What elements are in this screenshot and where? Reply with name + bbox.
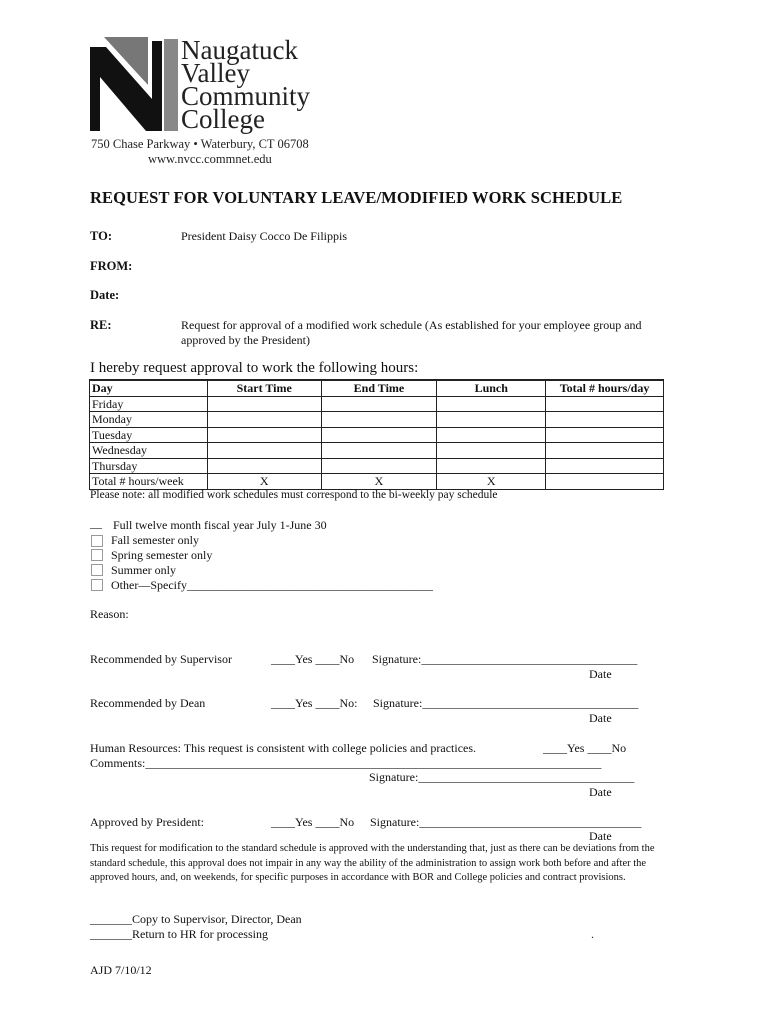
- total-hours-cell[interactable]: [546, 443, 664, 459]
- column-header-start-time: Start Time: [207, 380, 321, 396]
- college-website: www.nvcc.commnet.edu: [148, 152, 272, 166]
- option-full-year-label: Full twelve month fiscal year July 1-June 30: [113, 518, 327, 532]
- day-cell: Wednesday: [90, 443, 208, 459]
- start-time-cell[interactable]: [207, 412, 321, 428]
- table-row: [90, 412, 664, 428]
- option-spring-label: Spring semester only: [111, 548, 213, 562]
- option-summer-label: Summer only: [111, 563, 176, 577]
- end-time-cell[interactable]: [321, 443, 437, 459]
- end-time-cell[interactable]: [321, 458, 437, 474]
- hr-label: Human Resources: This request is consistent with college policies and practices.: [90, 741, 477, 755]
- supervisor-yes-no[interactable]: ____Yes ____No: [271, 652, 355, 666]
- start-time-cell[interactable]: [207, 396, 321, 412]
- total-hours-cell[interactable]: [546, 458, 664, 474]
- form-revision-code: AJD 7/10/12: [90, 963, 152, 977]
- column-header-day: Day: [90, 380, 208, 396]
- table-row: [90, 443, 664, 459]
- approval-disclaimer: This request for modification to the standard schedule is approved with the understanding that, just as there can be deviations from the standard schedule, this approval does not impair in any way the ability of the administration to assign work both before and after the approved hours, and, on weekends, for specific purposes in accordance with BOR and College policies and contract provisions.: [90, 843, 655, 883]
- table-row: [90, 396, 664, 412]
- re-text-line-1: Request for approval of a modified work schedule (As established for your employee group and: [181, 318, 642, 332]
- table-note: Please note: all modified work schedules must correspond to the bi-weekly pay schedule: [90, 489, 498, 501]
- lunch-cell[interactable]: [437, 427, 546, 443]
- dean-yes-no[interactable]: ____Yes ____No:: [271, 696, 358, 710]
- day-cell: Friday: [90, 396, 208, 412]
- table-row: [90, 458, 664, 474]
- x-mark: X: [321, 474, 437, 490]
- lunch-cell[interactable]: [437, 443, 546, 459]
- total-hours-cell[interactable]: [546, 427, 664, 443]
- hr-comments-line[interactable]: Comments:____________________________________________________________________________: [90, 756, 602, 770]
- dean-label: Recommended by Dean: [90, 696, 206, 710]
- trailing-period: .: [591, 927, 594, 941]
- end-time-cell[interactable]: [321, 412, 437, 428]
- hours-table: [89, 379, 664, 490]
- supervisor-label: Recommended by Supervisor: [90, 652, 232, 666]
- total-hours-week-cell[interactable]: [546, 474, 664, 490]
- supervisor-signature-line[interactable]: Signature:____________________________________: [372, 652, 638, 666]
- end-time-cell[interactable]: [321, 427, 437, 443]
- total-hours-cell[interactable]: [546, 396, 664, 412]
- lunch-cell[interactable]: [437, 396, 546, 412]
- logo-name-line-4: College: [181, 104, 265, 134]
- college-address: 750 Chase Parkway • Waterbury, CT 06708: [91, 137, 309, 151]
- x-mark: X: [437, 474, 546, 490]
- lunch-cell[interactable]: [437, 412, 546, 428]
- date-label: Date:: [90, 288, 120, 302]
- president-label: Approved by President:: [90, 815, 204, 829]
- start-time-cell[interactable]: [207, 458, 321, 474]
- logo-name-line-2: Valley: [181, 58, 250, 88]
- option-fall-label: Fall semester only: [111, 533, 199, 547]
- to-value: President Daisy Cocco De Filippis: [181, 229, 347, 243]
- re-label: RE:: [90, 318, 112, 332]
- hr-signature-line[interactable]: Signature:____________________________________: [369, 770, 635, 784]
- return-to-hr: _______Return to HR for processing: [90, 927, 268, 941]
- end-time-cell[interactable]: [321, 396, 437, 412]
- summer-checkbox[interactable]: [91, 564, 103, 576]
- x-mark: X: [207, 474, 321, 490]
- spring-semester-checkbox[interactable]: [91, 549, 103, 561]
- president-yes-no[interactable]: ____Yes ____No: [271, 815, 355, 829]
- dean-signature-line[interactable]: Signature:____________________________________: [373, 696, 639, 710]
- day-cell: Monday: [90, 412, 208, 428]
- column-header-lunch: Lunch: [437, 380, 546, 396]
- total-week-label: Total # hours/week: [90, 474, 208, 490]
- to-label: TO:: [90, 229, 112, 243]
- hr-date-label: Date: [589, 785, 612, 799]
- option-blank-prefix: __: [90, 516, 102, 530]
- lunch-cell[interactable]: [437, 458, 546, 474]
- table-row: [90, 427, 664, 443]
- table-header-row: [90, 380, 664, 396]
- fall-semester-checkbox[interactable]: [91, 535, 103, 547]
- reason-label: Reason:: [90, 607, 129, 621]
- hours-intro: I hereby request approval to work the following hours:: [90, 360, 419, 376]
- supervisor-date-label: Date: [589, 667, 612, 681]
- college-logo-mark: [90, 37, 178, 131]
- day-cell: Tuesday: [90, 427, 208, 443]
- other-checkbox[interactable]: [91, 579, 103, 591]
- start-time-cell[interactable]: [207, 427, 321, 443]
- total-hours-cell[interactable]: [546, 412, 664, 428]
- form-title: REQUEST FOR VOLUNTARY LEAVE/MODIFIED WORK SCHEDULE: [90, 188, 623, 207]
- president-date-label: Date: [589, 829, 612, 843]
- table-row-total: [90, 474, 664, 490]
- copy-to-supervisor: _______Copy to Supervisor, Director, Dean: [90, 912, 302, 926]
- from-label: FROM:: [90, 259, 133, 273]
- dean-date-label: Date: [589, 711, 612, 725]
- start-time-cell[interactable]: [207, 443, 321, 459]
- president-signature-line[interactable]: Signature:_____________________________________: [370, 815, 642, 829]
- day-cell: Thursday: [90, 458, 208, 474]
- option-other-label: Other—Specify_________________________________________: [111, 578, 433, 592]
- logo-name-line-1: Naugatuck: [181, 35, 298, 65]
- column-header-end-time: End Time: [321, 380, 437, 396]
- hr-yes-no[interactable]: ____Yes ____No: [543, 741, 627, 755]
- column-header-total-hours-day: Total # hours/day: [546, 380, 664, 396]
- re-text-line-2: approved by the President): [181, 333, 310, 347]
- logo-name-line-3: Community: [181, 81, 311, 111]
